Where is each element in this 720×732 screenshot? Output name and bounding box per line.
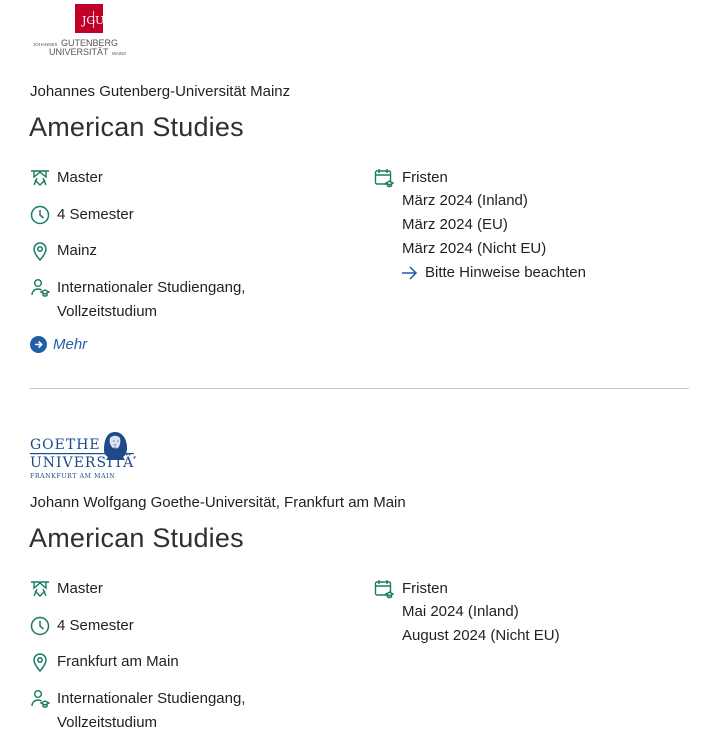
deadlines-block: [374, 168, 586, 285]
degree-row: [30, 168, 103, 190]
deadline-item: August 2024 (Nicht EU): [402, 627, 560, 644]
location-pin-icon: [30, 241, 50, 261]
jgu-line2-main: UNIVERSITÄT: [49, 47, 109, 56]
jgu-line2-suffix: MAINZ: [112, 51, 126, 56]
more-label: Mehr: [53, 336, 88, 353]
notes-link[interactable]: [402, 261, 586, 285]
study-type-line2: Vollzeitstudium: [57, 303, 158, 320]
deadline-item: März 2024 (Nicht EU): [402, 240, 547, 257]
degree-text: Master: [57, 580, 103, 597]
study-type-line1: Internationaler Studiengang,: [57, 690, 246, 707]
study-type-row: [30, 689, 245, 732]
location-text: Frankfurt am Main: [57, 653, 179, 670]
location-pin-icon: [30, 652, 50, 672]
goethe-line1: GOETHE: [30, 437, 101, 453]
goethe-line2: UNIVERSITÄT: [30, 455, 136, 471]
jgu-line1-main: GUTENBERG: [61, 38, 119, 48]
student-icon: [30, 278, 50, 298]
divider: [30, 388, 689, 389]
university-name: Johann Wolfgang Goethe-Universität, Frankfurt am Main: [30, 494, 406, 511]
jgu-line1-prefix: JOHANNES: [33, 42, 58, 47]
clock-icon: [30, 616, 50, 636]
more-link[interactable]: [30, 336, 87, 353]
arrow-right-icon: [402, 266, 418, 280]
jgu-logo: [30, 4, 140, 56]
clock-icon: [30, 205, 50, 225]
university-name: Johannes Gutenberg-Universität Mainz: [30, 83, 291, 100]
location-row: [30, 652, 179, 674]
study-type-line2: Vollzeitstudium: [57, 714, 158, 731]
goethe-logo: [30, 420, 136, 480]
notes-label: Bitte Hinweise beachten: [425, 264, 586, 281]
deadline-item: März 2024 (Inland): [402, 192, 528, 209]
location-text: Mainz: [57, 242, 98, 259]
duration-row: [30, 616, 134, 638]
study-type-line1: Internationaler Studiengang,: [57, 279, 246, 296]
duration-row: [30, 205, 134, 227]
graduation-icon: [30, 579, 50, 599]
deadline-item: März 2024 (EU): [402, 216, 508, 233]
degree-text: Master: [57, 169, 103, 186]
deadlines-label: Fristen: [402, 580, 448, 597]
student-icon: [30, 689, 50, 709]
jgu-mark-left: JG: [82, 14, 96, 27]
calendar-icon: [374, 579, 394, 599]
graduation-icon: [30, 168, 50, 188]
arrow-circle-icon: [30, 336, 47, 353]
duration-text: 4 Semester: [57, 206, 134, 223]
program-title: American Studies: [29, 112, 244, 142]
deadlines-label: Fristen: [402, 169, 448, 186]
study-type-row: [30, 278, 245, 324]
degree-row: [30, 579, 103, 601]
location-row: [30, 241, 97, 263]
goethe-line3: FRANKFURT AM MAIN: [30, 473, 116, 480]
program-title: American Studies: [29, 523, 244, 553]
jgu-mark-right: U: [95, 14, 105, 27]
deadline-item: Mai 2024 (Inland): [402, 603, 519, 620]
calendar-icon: [374, 168, 394, 188]
duration-text: 4 Semester: [57, 617, 134, 634]
deadlines-block: [374, 579, 560, 648]
